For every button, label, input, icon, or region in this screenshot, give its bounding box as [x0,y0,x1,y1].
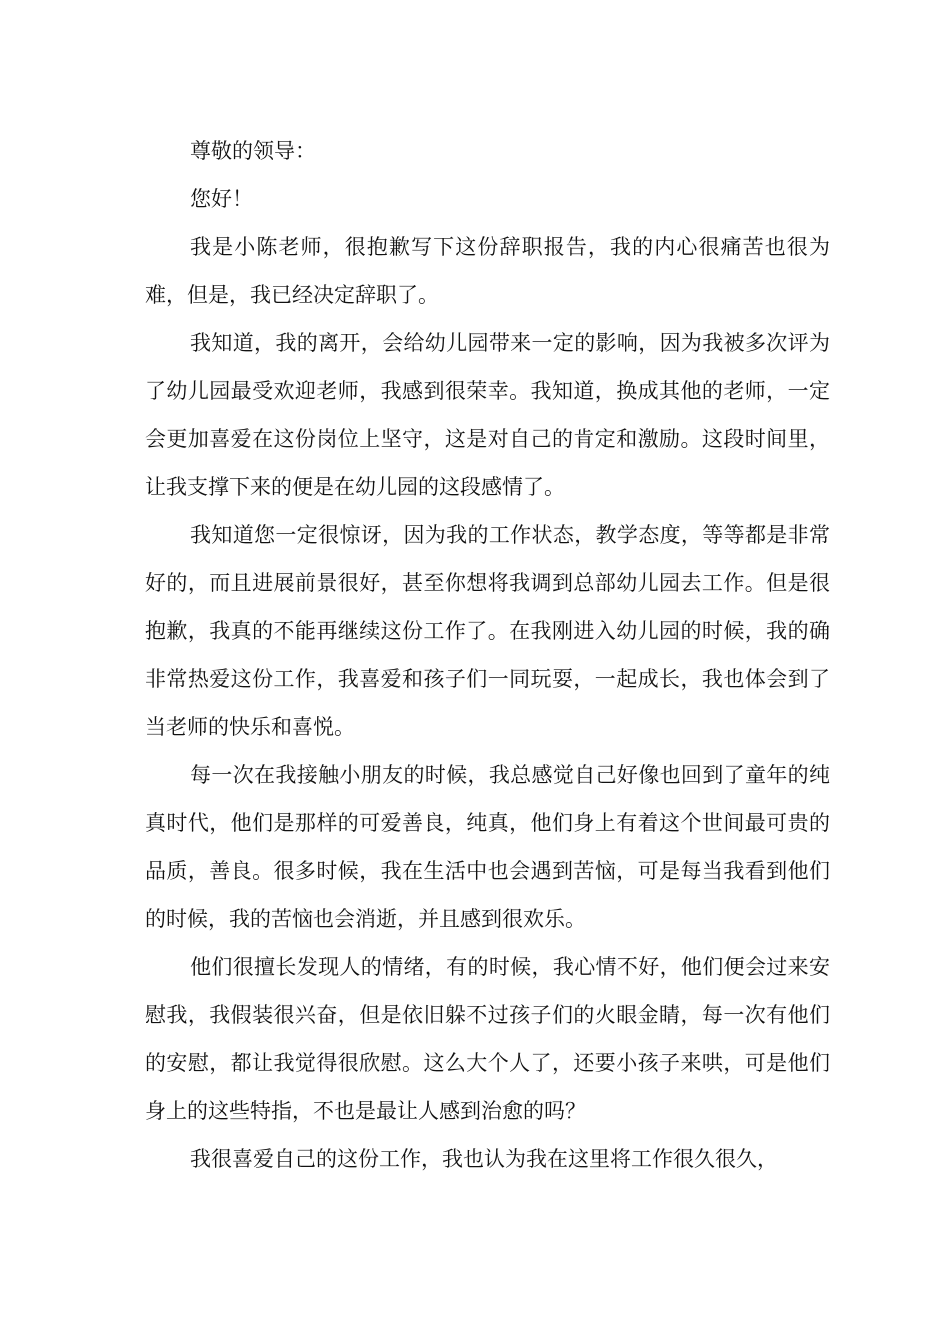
paragraph-4: 每一次在我接触小朋友的时候，我总感觉自己好像也回到了童年的纯真时代，他们是那样的可爱善良，纯真，他们身上有着这个世间最可贵的品质，善良。很多时候，我在生活中也会遇到苦恼，可是每当我看到他们的时候，我的苦恼也会消逝，并且感到很欢乐。 [145,763,830,931]
paragraph-2: 我知道，我的离开，会给幼儿园带来一定的影响，因为我被多次评为了幼儿园最受欢迎老师，我感到很荣幸。我知道，换成其他的老师，一定会更加喜爱在这份岗位上坚守，这是对自己的肯定和激励。这段时间里，让我支撑下来的便是在幼儿园的这段感情了。 [145,331,830,499]
paragraph-1: 我是小陈老师，很抱歉写下这份辞职报告，我的内心很痛苦也很为难，但是，我已经决定辞职了。 [145,235,830,307]
letter-body [145,127,830,1183]
paragraph-6: 我很喜爱自己的这份工作，我也认为我在这里将工作很久很久， [190,1147,778,1171]
greeting: 您好！ [190,187,253,211]
paragraph-3: 我知道您一定很惊讶，因为我的工作状态，教学态度，等等都是非常好的，而且进展前景很好，甚至你想将我调到总部幼儿园去工作。但是很抱歉，我真的不能再继续这份工作了。在我刚进入幼儿园的时候，我的确非常热爱这份工作，我喜爱和孩子们一同玩耍，一起成长，我也体会到了当老师的快乐和喜悦。 [145,523,830,739]
salutation: 尊敬的领导： [190,139,316,163]
paragraph-5: 他们很擅长发现人的情绪，有的时候，我心情不好，他们便会过来安慰我，我假装很兴奋，但是依旧躲不过孩子们的火眼金睛，每一次有他们的安慰，都让我觉得很欣慰。这么大个人了，还要小孩子来哄，可是他们身上的这些特指，不也是最让人感到治愈的吗？ [145,955,830,1123]
